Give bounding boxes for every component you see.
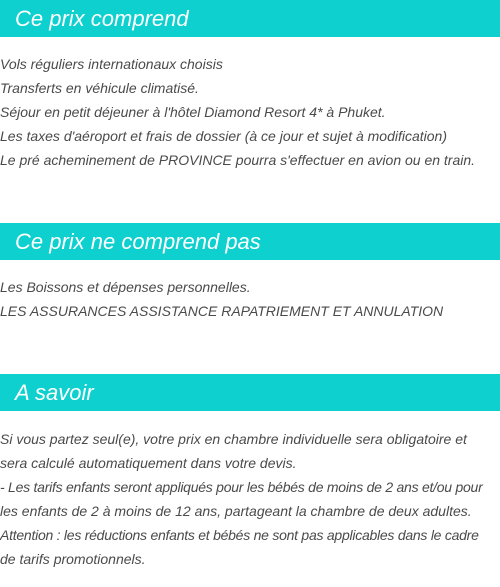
section-header-ce-prix-comprend	[0, 0, 500, 37]
included-item: Les taxes d'aéroport et frais de dossier (à ce jour et sujet à modification)	[0, 128, 448, 144]
info-line: sera calculé automatiquement dans votre devis.	[0, 455, 297, 471]
section-content-ce-prix-ne-comprend-pas	[0, 275, 500, 323]
section-title: A savoir	[15, 380, 94, 405]
info-line: les enfants de 2 à moins de 12 ans, partageant la chambre de deux adultes.	[0, 503, 472, 519]
included-item: Transferts en véhicule climatisé.	[0, 80, 199, 96]
info-line: de tarifs promotionnels.	[0, 551, 146, 567]
section-header-ce-prix-ne-comprend-pas	[0, 223, 500, 260]
info-line: Si vous partez seul(e), votre prix en chambre individuelle sera obligatoire et	[0, 431, 467, 447]
section-content-a-savoir	[0, 427, 500, 571]
included-item: Vols réguliers internationaux choisis	[0, 56, 223, 72]
excluded-item: Les Boissons et dépenses personnelles.	[0, 279, 251, 295]
included-item: Séjour en petit déjeuner à l'hôtel Diamond Resort 4* à Phuket.	[0, 104, 386, 120]
info-line: Attention : les réductions enfants et bébés ne sont pas applicables dans le cadre	[0, 527, 479, 543]
section-header-a-savoir	[0, 374, 500, 411]
section-content-ce-prix-comprend	[0, 52, 500, 172]
included-item: Le pré acheminement de PROVINCE pourra s'effectuer en avion ou en train.	[0, 152, 476, 168]
section-title: Ce prix ne comprend pas	[15, 229, 261, 254]
section-title: Ce prix comprend	[15, 6, 189, 31]
excluded-item: LES ASSURANCES ASSISTANCE RAPATRIEMENT ET ANNULATION	[0, 303, 444, 319]
info-line: - Les tarifs enfants seront appliqués pour les bébés de moins de 2 ans et/ou pour	[0, 479, 483, 495]
